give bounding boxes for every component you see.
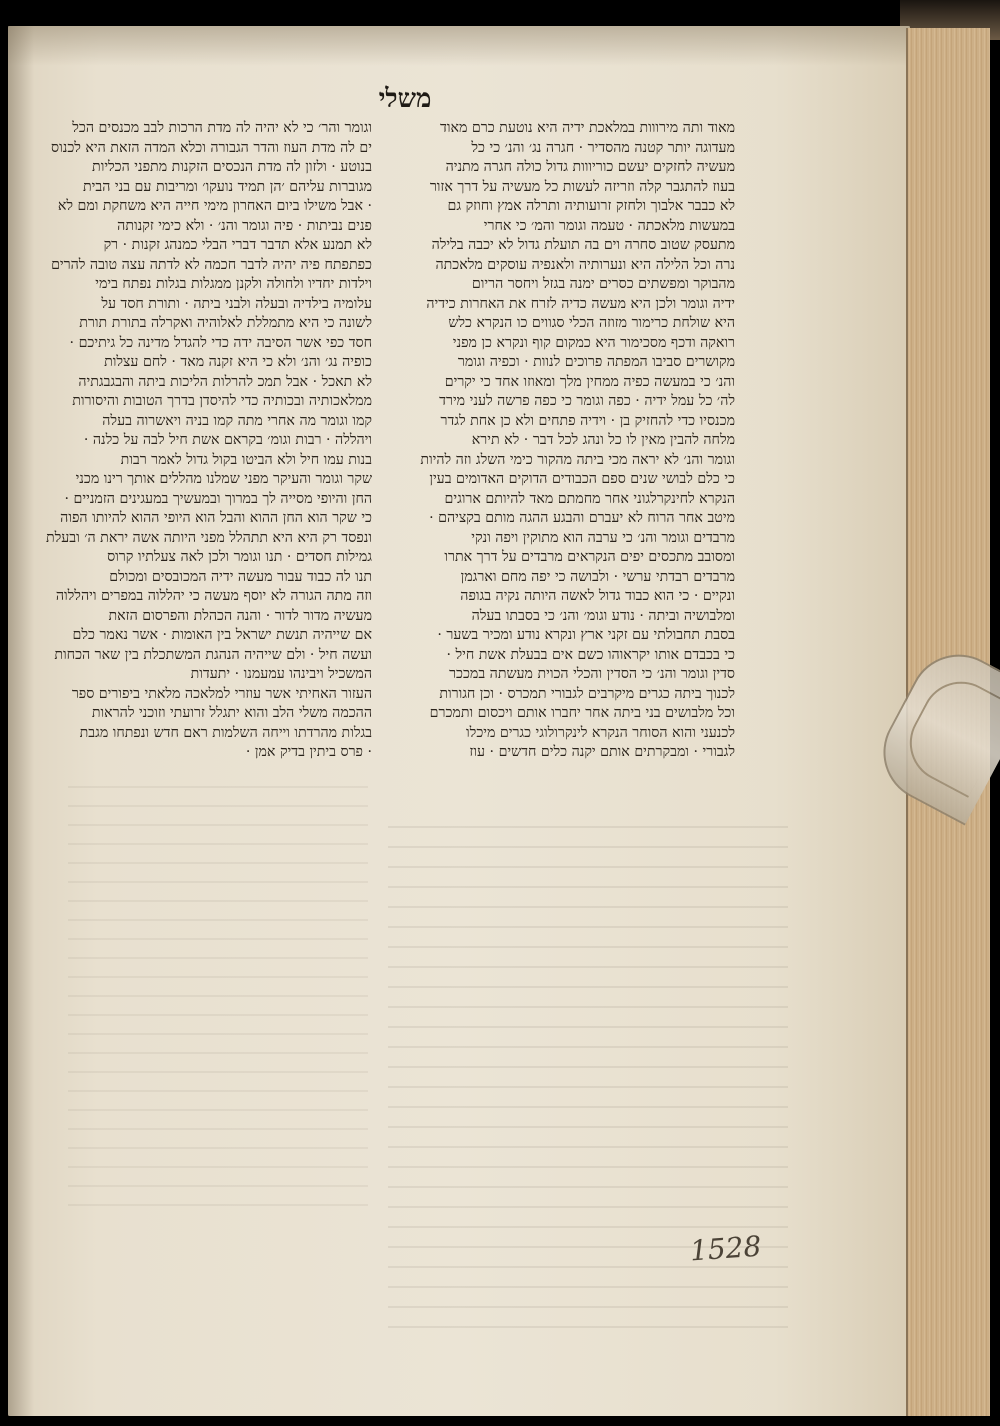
right-text-column xyxy=(405,119,735,763)
text-line: בנות עמו חיל ולא הביטו בקול גדול לאמר רבות xyxy=(120,451,372,468)
text-line: העזור האחיתי אשר עוזרי למלאכה מלאתי ביפורים ספר xyxy=(71,685,372,702)
left-text-column xyxy=(36,119,372,763)
text-line: לשונה כי היא מתמללת לאלוהיה ואקרלה בתורת תורת xyxy=(79,315,372,331)
text-line: מלחה להבין מאין לו כל ונהג לכל דבר · לא תירא xyxy=(471,432,735,448)
text-line: מגוברות עליהם ׳הן תמיד נועקו׳ ומריבות עם בני הבית xyxy=(83,178,372,195)
text-line: ונפסד רק היא היא תתהלל מפני היותה אשה יראת ה׳ ובעלת xyxy=(45,529,372,546)
text-line: מיטב אחר הרוח לא יעברם והבגע ההגה מותם בקציהם · xyxy=(429,510,735,526)
text-line: ונקיים · כי הוא כבוד גדול לאשה היותה נקיה בגופה xyxy=(460,588,735,604)
text-line: · פרס ביתין בדיק אמן · xyxy=(245,744,372,760)
text-line: מעשיה לחזקים יעשם כוריווות גדול כולה חגרה מתניה xyxy=(445,159,735,175)
text-line: מרבדים רבדתי ערשי · ולבושה כי יפה מחם וארגמן xyxy=(460,568,735,585)
text-line: שקר וגומר והעיקר מפני שמלנו מהללים אותך רינו מכני xyxy=(75,471,372,487)
text-line: · אבל משילו ביום האחרון מימי חייה היא משחקת ומם לא xyxy=(57,198,372,214)
text-line: ומלבושיה וביתה · נודע וגומ׳ והנ׳ כי בסבתו בעלה xyxy=(471,607,735,624)
bleed-through-text xyxy=(68,786,368,1206)
text-line: נרה וכל הלילה היא ונערותיה ולאנפיה עוסקים מלאכתה xyxy=(435,256,735,273)
text-line: מתעסק שטוב סחרה וים בה תועלת גדול לא יכבה בלילה xyxy=(431,237,735,253)
text-line: מהבוקר ומפשתים כסרים ימנה בגזל ויחסר הריום xyxy=(471,276,735,292)
text-line: וזה מתה הגורה לא יוסף מעשה כי יהללוה במפרים ויהללוה xyxy=(55,588,372,604)
text-line: מרבדים וגומר והנ׳ כי ערבה הוא מתוקין ויפה ונקי xyxy=(471,529,735,546)
text-line: מאוד ותה מירווות במלאכת ידיה היא נוטעת כרם מאוד xyxy=(440,120,735,136)
text-line: בנוטע · ולזון לה מדת הנכסים הזקנות מתפני הכליות xyxy=(92,159,372,175)
text-line: כופיה נג׳ והנ׳ ולא כי היא זקנה מאד · לחם עצלות xyxy=(104,354,372,370)
text-line: סדין וגומר והנ׳ כי הסדין והכלי הכוית מעשתה במככר xyxy=(449,666,735,682)
text-line: לא תמנע אלא תדבר דברי הבלי כמנהג זקנות · רק xyxy=(103,237,372,253)
text-line: לה׳ כל עמל ידיה · כפה וגומר כי כפה פרשה לעני מירד xyxy=(439,393,735,409)
text-line: אם שייהיה תנשת ישראל בין האומות · אשר נאמר כלם xyxy=(72,627,372,643)
text-line: לגבורי · ומבקרתים אותם יקנה כלים חדשים · עוז xyxy=(469,744,735,760)
text-line: המשכיל ויבינהו עמעמנו · יתעדות xyxy=(190,666,372,682)
text-line: בגלות מהרדתו וייחה השלמות ראם חדש ונפתחו מגבת xyxy=(79,724,372,741)
text-line: ומסובב מתכסים יפים הנקראים מרבדים על דרך אתרו xyxy=(444,549,735,565)
text-line: גמילות חסדים · תנו וגומר ולכן לאה צעלתיו קרוס xyxy=(107,549,372,565)
text-line: והנ׳ כי במעשה כפיה ממחין מלך ומאוזו אחד כי יקרים xyxy=(444,373,735,390)
text-line: קמו וגומר מה אחרי מתה קמו בניה ויאשרוה בעלה xyxy=(102,412,372,429)
text-line: לא כבבר אלבוך ולחזק זרועותיה ותרלה אמץ וחוזק גם xyxy=(447,198,735,214)
text-line: מעדוגה יותר קטנה מהסדיר · חגרה נג׳ והנ׳ כי כל xyxy=(471,139,735,156)
running-head: משלי xyxy=(378,84,432,114)
text-line: היא שולחת כרימור מזוזה הכלי סגווים כו הנקרא כלש xyxy=(448,315,735,331)
gutter-shadow xyxy=(8,26,34,1416)
bleed-through-text xyxy=(388,826,788,1346)
text-line: ויהללה · רבות וגומ׳ בקראם אשת חיל לבה על כלנה · xyxy=(83,432,372,448)
text-line: כי בכבדם אותו יקראוהו כשם אים בבעלת אשת חיל · xyxy=(446,646,735,663)
folio-number: 1528 xyxy=(688,1229,763,1268)
text-line: פנים נביתות · פיה וגומר והנ׳ · ולא כימי זקנותה xyxy=(117,217,372,234)
text-line: ועשה חיל · ולם שייהיה הנהגת המשתכלת בין שאר הכחות xyxy=(54,646,372,663)
text-line: לכנעני והוא הסוחר הנקרא לינקרולוגי כגרים מיכלו xyxy=(466,724,735,741)
text-line: וגומר והר׳ כי לא יהיה לה מדת הרכות לבב מכנסים הכל xyxy=(72,120,372,136)
text-line: במעשות מלאכתה · טעמה וגומר והמ׳ כי אחרי xyxy=(483,217,735,234)
text-line: ידיה וגומר ולכן היא מעשה כדיה לזרח את האחרות כידיה xyxy=(426,295,735,312)
text-line: לכנוך ביתה כגרים מיקרבים לגבורי תמכרס · וכן חגורות xyxy=(439,685,735,702)
text-line: מכנסיו כדי להחזיק בן · וידיה פתחים ולא כן אחת לגדר xyxy=(440,412,735,429)
text-line: כי שקר הוא החן ההוא והבל הוא היופי ההוא להיותו הפוה xyxy=(60,510,372,526)
text-line: כי כלם לבושי שנים ספם הכבודים הדוקים האדומים בעין xyxy=(429,471,735,487)
text-line: ההכמה משלי הלב והוא יתגלל זרועתי וזוכני להראות xyxy=(91,705,372,721)
text-line: חסד כפי אשר הסיבה ידה כדי להגדל מדינה כל גיתיכם · xyxy=(69,334,372,351)
text-line: וכל מלבושים בני ביתה אחר יחברו אותם ויכסום ותמכרם xyxy=(429,705,735,721)
text-line: תנו לה כבוד עבור מעשה ידיה המכובסים ומכולם xyxy=(109,568,372,585)
text-line: עלומיה בילדיה ובעלה ולבני ביתה · ותורת חסד על xyxy=(101,295,372,312)
text-line: כפתפתח פיה יהיה לדבר חכמה לא לדתה עצה טובה להרים xyxy=(51,256,372,273)
top-shadow xyxy=(8,26,910,66)
text-line: בסבת תחבולתי עם זקני ארץ ונקרא נודע ומכיר בשער · xyxy=(437,627,735,643)
text-line: רואקה ודכף מסכימור היא כמקום קוף ונקרא כן מפני xyxy=(452,334,735,351)
text-line: בעוז להתגבר קלה וזריזה לעשות כל מעשיה על דרך אזור xyxy=(429,178,735,195)
text-line: לא תאכל · אבל תמכ להרלות הליכות ביתה והבגבגתיה xyxy=(78,373,372,390)
text-line: מעשיה מדור לדור · והנה הכהלת והפרסום הזאת xyxy=(108,607,372,624)
text-line: וגומר והנ׳ לא יראה מכי ביתה מהקור כימי השלג וזה להיות xyxy=(420,451,735,468)
text-line: וילדות יחדיו ולחולה ולקנן ממגלות בגלות נפתח בימי xyxy=(95,276,372,292)
text-line: ים לה מדת העוז והדר הגבורה וכלא המדה הזאת היא לכנוס xyxy=(51,139,372,156)
text-line: החן והיופי מסייה לך במרוך ובמעשיך במעגינים הזמניים · xyxy=(64,490,372,507)
text-line: הנקרא לחינקרלגוני אחר מחמתם מאד להיותם ארוגים xyxy=(444,490,735,507)
text-line: ממלאכותיה ובכותיה כדי להיסדן בדרך הטובות והיסורות xyxy=(72,393,372,409)
text-line: מקושרים סביבו המפתה פרוכים לנוות · וכפיה וגומר xyxy=(457,354,735,370)
